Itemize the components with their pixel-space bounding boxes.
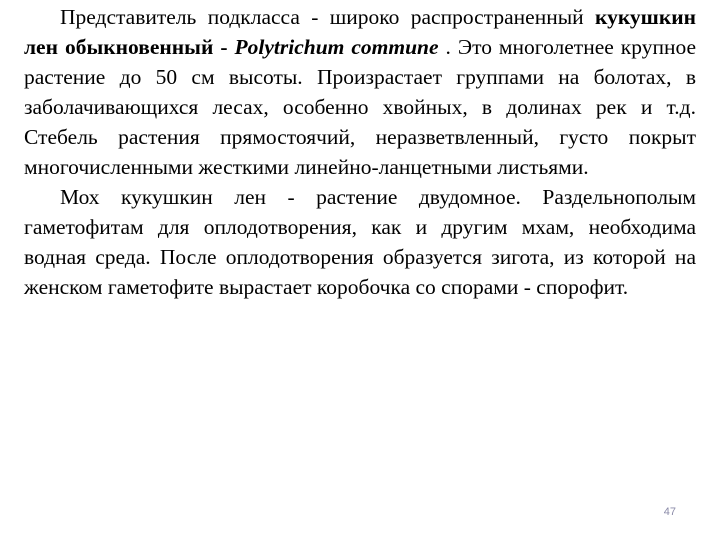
paragraph-1	[24, 2, 696, 182]
species-dash: -	[213, 35, 235, 59]
species-common-name: кукушкин лен обыкновенный	[24, 5, 696, 59]
body-text	[24, 2, 696, 302]
paragraph-2: Мох кукушкин лен - растение двудомное. Раздельнополым гаметофитам для оплодотворения, как и другим мхам, необходима водная среда. После оплодотворения образуется зигота, из которой на женском гаметофите вырастает коробочка со спорами - спорофит.	[24, 185, 696, 299]
species-latin-name: Polytrichum commune	[234, 35, 439, 59]
paragraph-1-rest: . Это многолетнее крупное растение до 50 см высоты. Произрастает группами на болотах, в заболачивающихся лесах, особенно хвойных, в долинах рек и т.д. Стебель растения прямостоячий, неразветвленный, густо покрыт многочисленными жесткими линейно-ланцетными листьями.	[24, 35, 697, 179]
page-number: 47	[663, 506, 676, 518]
paragraph-1-intro: Представитель подкласса - широко распространенный	[60, 5, 596, 29]
